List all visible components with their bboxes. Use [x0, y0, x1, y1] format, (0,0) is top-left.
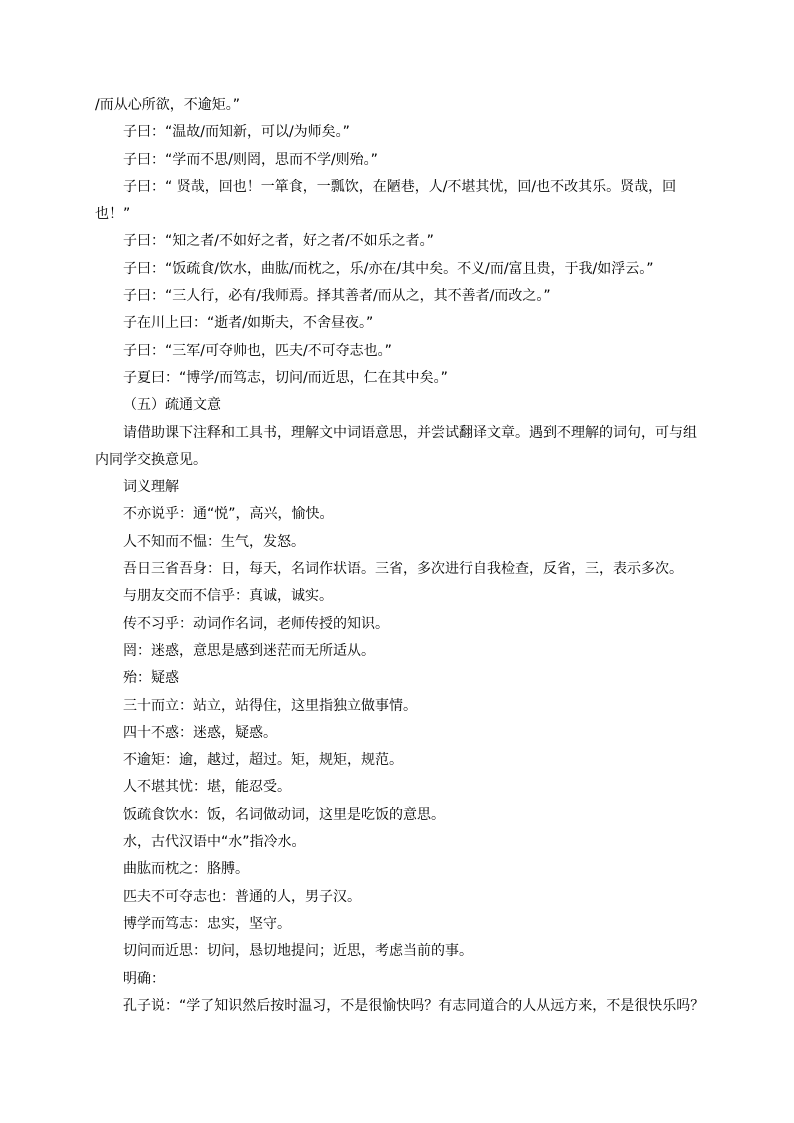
- vocab-item: 人不堪其忧：堪，能忍受。: [123, 779, 291, 796]
- text-line: 子曰：“三人行，必有/我师焉。择其善者/而从之，其不善者/而改之。”: [123, 288, 551, 305]
- subsection-heading: 词义理解: [123, 479, 179, 496]
- vocab-item: 切问而近思：切问，恳切地提问；近思，考虑当前的事。: [123, 943, 473, 960]
- text-line: 子在川上曰：“逝者/如斯夫，不舍昼夜。”: [123, 315, 374, 332]
- text-line: 请借助课下注释和工具书，理解文中词语意思，并尝试翻译文章。遇到不理解的词句，可与组: [123, 424, 697, 441]
- text-line: 内同学交换意见。: [95, 451, 207, 468]
- subsection-heading: 明确：: [123, 970, 165, 987]
- vocab-item: 殆：疑惑: [123, 670, 179, 687]
- text-line: 子曰：“ 贤哉，回也！一箪食，一瓢饮，在陋巷，人/不堪其忧，回/也不改其乐。贤哉，回: [123, 178, 677, 195]
- vocab-item: 博学而笃志：忠实，坚守。: [123, 915, 291, 932]
- vocab-item: 四十不惑：迷惑，疑惑。: [123, 724, 277, 741]
- text-line: 子曰：“饭疏食/饮水，曲肱/而枕之，乐/亦在/其中矣。不义/而/富且贵，于我/如浮云。”: [123, 260, 654, 277]
- text-line: 子夏曰：“博学/而笃志，切问/而近思，仁在其中矣。”: [123, 369, 448, 386]
- vocab-item: 与朋友交而不信乎：真诚，诚实。: [123, 588, 333, 605]
- text-line: 子曰：“温故/而知新，可以/为师矣。”: [123, 124, 350, 141]
- vocab-item: 不逾矩：逾，越过，超过。矩，规矩，规范。: [123, 752, 403, 769]
- section-heading: （五）疏通文意: [123, 397, 221, 414]
- vocab-item: 吾日三省吾身：日，每天，名词作状语。三省，多次进行自我检查，反省，三，表示多次。: [123, 561, 683, 578]
- vocab-item: 传不习乎：动词作名词，老师传授的知识。: [123, 615, 389, 632]
- text-line: 子曰：“知之者/不如好之者，好之者/不如乐之者。”: [123, 233, 434, 250]
- document-page: [95, 92, 715, 1020]
- vocab-item: 水，古代汉语中“水”指冷水。: [123, 834, 306, 851]
- vocab-item: 曲肱而枕之：胳膊。: [123, 861, 249, 878]
- text-line: 孔子说：“学了知识然后按时温习，不是很愉快吗？有志同道合的人从远方来，不是很快乐吗？: [123, 997, 705, 1014]
- text-line: 子曰：“学而不思/则罔，思而不学/则殆。”: [123, 151, 378, 168]
- vocab-item: 匹夫不可夺志也：普通的人，男子汉。: [123, 888, 361, 905]
- text-line: 也！”: [95, 206, 131, 223]
- vocab-item: 三十而立：站立，站得住，这里指独立做事情。: [123, 697, 417, 714]
- text-line: 子曰：“三军/可夺帅也，匹夫/不可夺志也。”: [123, 342, 392, 359]
- vocab-item: 不亦说乎：通“悦”，高兴，愉快。: [123, 506, 334, 523]
- vocab-item: 罔：迷惑，意思是感到迷茫而无所适从。: [123, 642, 375, 659]
- text-line: /而从心所欲，不逾矩。”: [95, 97, 240, 113]
- vocab-item: 饭疏食饮水：饭，名词做动词，这里是吃饭的意思。: [123, 806, 445, 823]
- vocab-item: 人不知而不愠：生气，发怒。: [123, 533, 305, 550]
